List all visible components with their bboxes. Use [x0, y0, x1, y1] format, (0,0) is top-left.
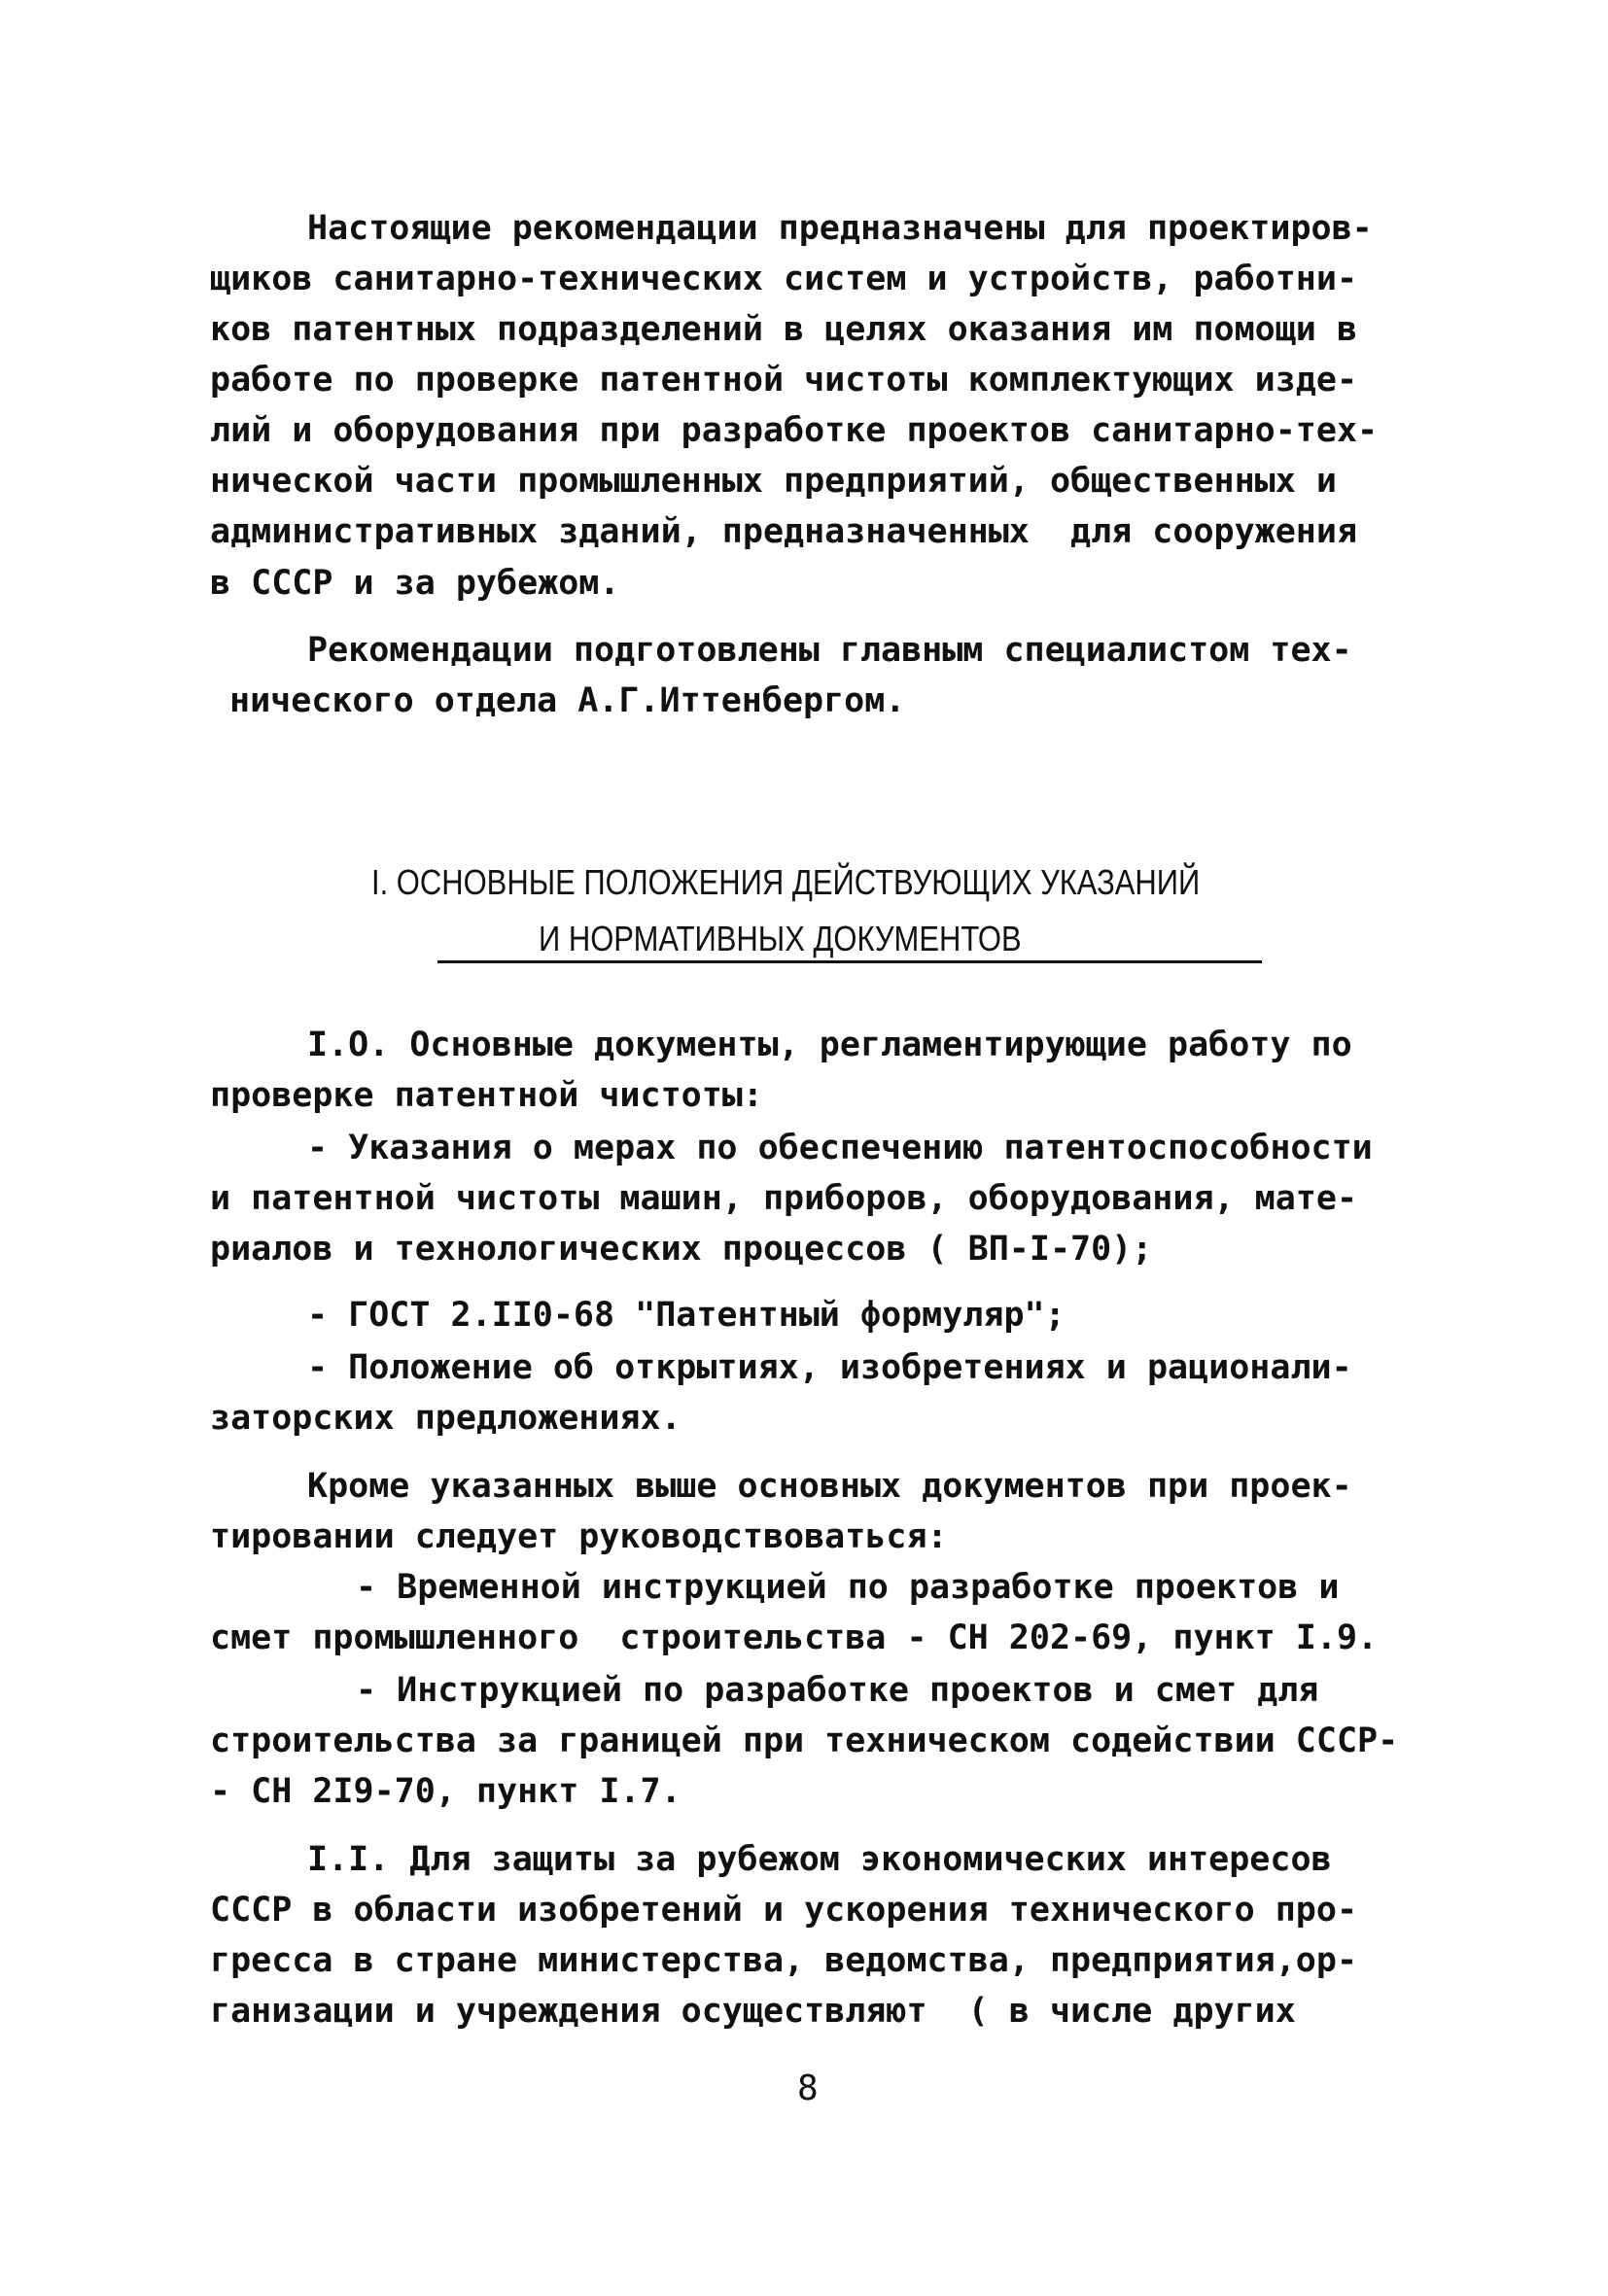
section-title-underline [437, 960, 1262, 963]
list-item-line: - Временной инструкцией по разработке проектов и [356, 1568, 1340, 1607]
intro-line: работе по проверке патентной чистоты комплектующих изде- [210, 361, 1358, 400]
paragraph-line: Кроме указанных выше основных документов при проек- [307, 1467, 1352, 1506]
section-title-line1: I. ОСНОВНЫЕ ПОЛОЖЕНИЯ ДЕЙСТВУЮЩИХ УКАЗАНИЙ [371, 862, 1201, 902]
clause-line: ганизации и учреждения осуществляют ( в числе других [210, 1992, 1296, 2031]
intro-line: в СССР и за рубежом. [210, 564, 620, 603]
clause-line: гресса в стране министерства, ведомства, предприятия,ор- [210, 1941, 1358, 1980]
list-item-line: - Инструкцией по разработке проектов и смет для [356, 1671, 1319, 1710]
intro-line: нической части промышленных предприятий, общественных и [210, 462, 1337, 501]
clause-line: I.I. Для защиты за рубежом экономических интересов [307, 1840, 1332, 1879]
list-item-line: и патентной чистоты машин, приборов, оборудования, мате- [210, 1179, 1358, 1218]
list-item-line: риалов и технологических процессов ( ВП-I-70); [210, 1230, 1153, 1269]
intro-line: административных зданий, предназначенных для сооружения [210, 512, 1358, 551]
list-item-line: - Положение об открытиях, изобретениях и рационали- [307, 1348, 1352, 1387]
credits-line: Рекомендации подготовлены главным специалистом тех- [307, 631, 1352, 670]
list-item-line: смет промышленного строительства - СН 202-69, пункт I.9. [210, 1618, 1379, 1657]
list-item-line: заторских предложениях. [210, 1399, 682, 1438]
credits-line: нического отдела А.Г.Иттенбергом. [229, 681, 906, 720]
list-item-line: - ГОСТ 2.II0-68 "Патентный формуляр"; [307, 1296, 1066, 1335]
intro-line: Настоящие рекомендации предназначены для проектиров- [307, 209, 1373, 248]
clause-line: СССР в области изобретений и ускорения технического про- [210, 1891, 1358, 1930]
clause-line: I.O. Основные документы, регламентирующие работу по [307, 1026, 1352, 1064]
intro-line: ков патентных подразделений в целях оказания им помощи в [210, 310, 1358, 349]
list-item-line: строительства за границей при техническом содействии СССР- [210, 1722, 1399, 1760]
list-item-line: - СН 2I9-70, пункт I.7. [210, 1772, 682, 1811]
intro-line: щиков санитарно-технических систем и устройств, работни- [210, 260, 1358, 298]
list-item-line: - Указания о мерах по обеспечению патентоспособности [307, 1129, 1373, 1167]
page-number: 8 [797, 2069, 819, 2108]
intro-line: лий и оборудования при разработке проектов санитарно-тех- [210, 411, 1379, 450]
section-title-line2: И НОРМАТИВНЫХ ДОКУМЕНТОВ [539, 919, 1022, 958]
clause-line: проверке патентной чистоты: [210, 1076, 763, 1115]
paragraph-line: тировании следует руководствоваться: [210, 1517, 948, 1556]
